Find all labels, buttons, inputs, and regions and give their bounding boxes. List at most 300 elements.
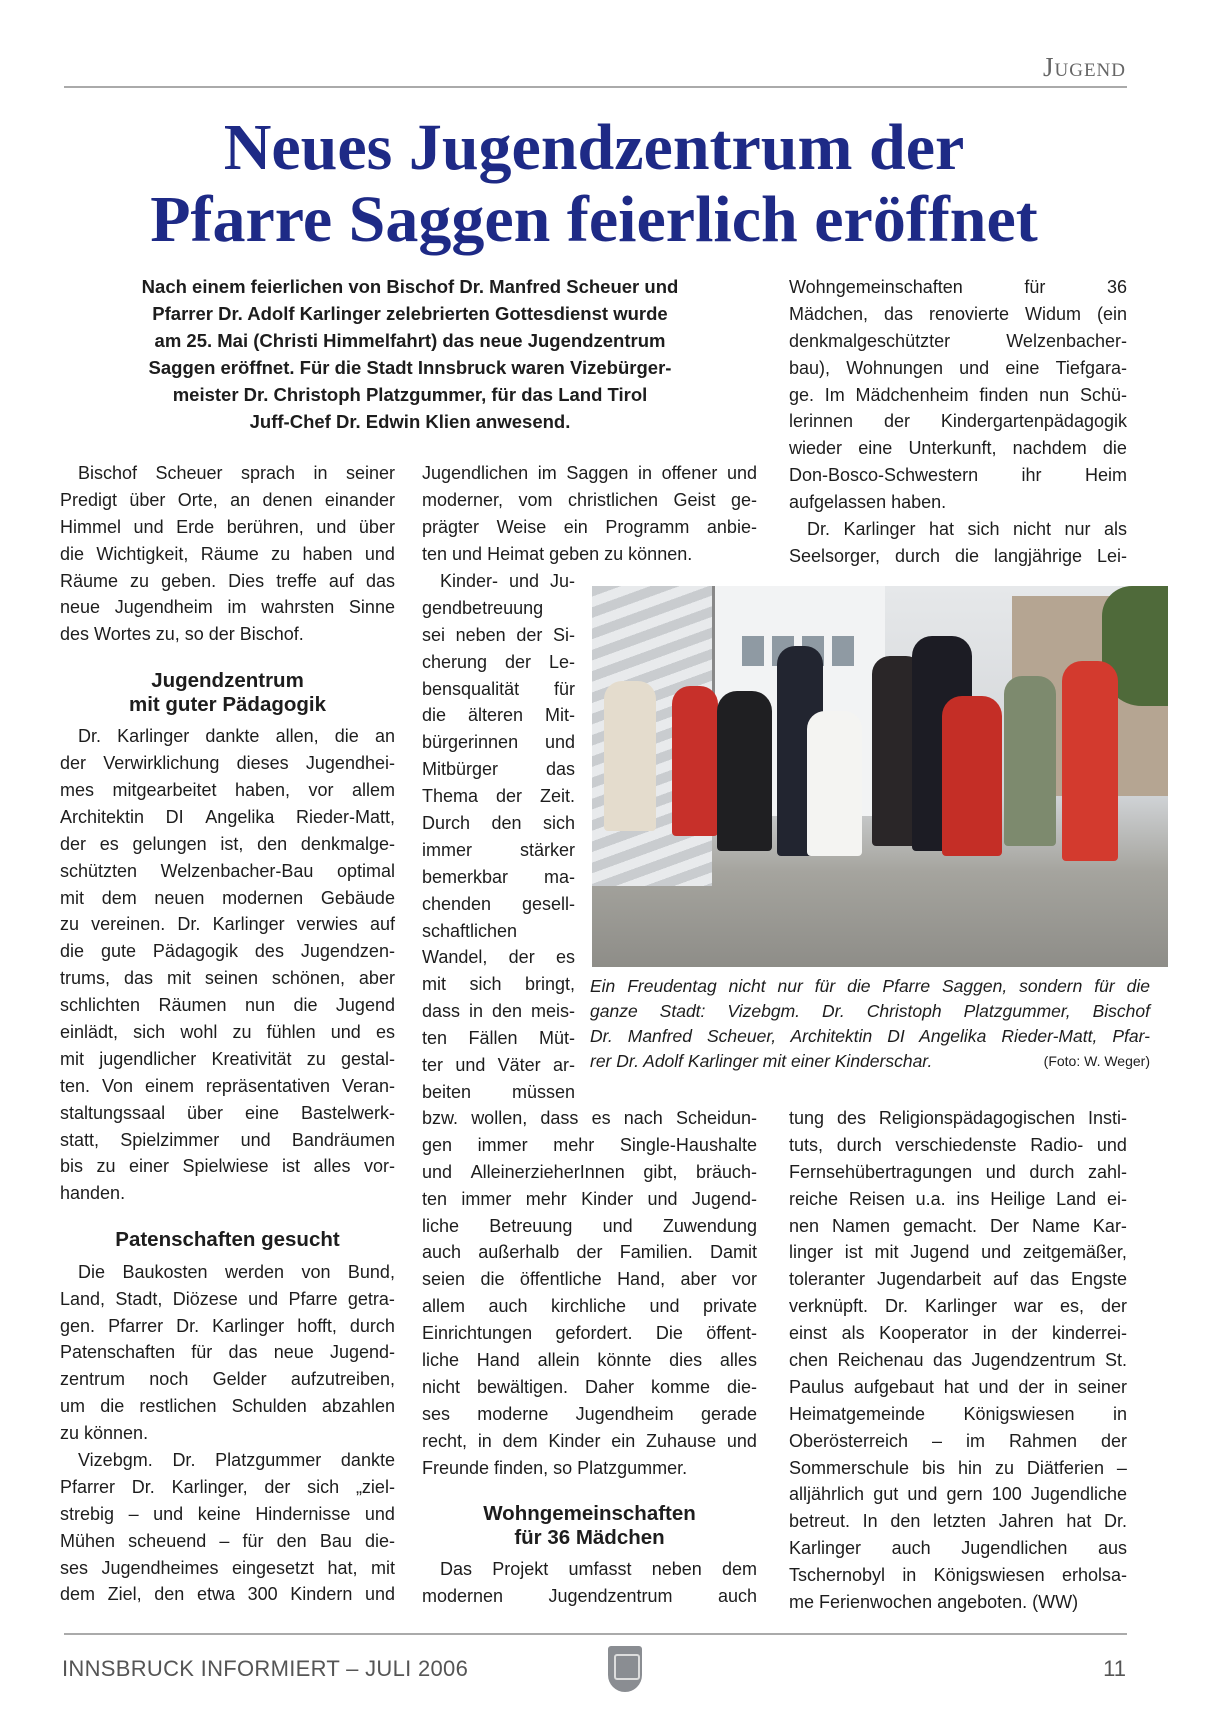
word: Kinder-: [440, 571, 499, 591]
publication-name: INNSBRUCK INFORMIERT – JULI 2006: [62, 1656, 469, 1681]
word: Erde: [176, 516, 215, 537]
word: angeboten.: [937, 1592, 1028, 1613]
word: trums,: [60, 968, 111, 989]
word: Le-: [548, 651, 575, 672]
word: in: [1054, 1376, 1069, 1397]
word: Bastelwerk-: [300, 1102, 395, 1123]
word: alljährlich: [789, 1484, 865, 1505]
word: Jugendliche: [1030, 1484, 1127, 1505]
text-line: [789, 1239, 1127, 1266]
word: der: [1011, 1323, 1038, 1344]
word: gen.: [60, 1315, 96, 1336]
word: ten: [422, 543, 448, 564]
word: wohl: [180, 1022, 218, 1043]
word: Betreuung: [489, 1215, 573, 1236]
word: es: [555, 947, 575, 968]
word: Weise: [496, 516, 547, 537]
word: keine: [197, 1503, 241, 1524]
word: und: [649, 1296, 680, 1317]
word: Pfarrer: [108, 1315, 164, 1336]
word: Mit-: [544, 705, 575, 726]
word: reiche: [789, 1188, 839, 1209]
word: Jugendlichen: [961, 1538, 1068, 1559]
word: bemerkbar: [422, 866, 509, 887]
word: gemacht.: [902, 1215, 978, 1236]
word: christlichen: [567, 489, 659, 510]
word: könnte: [597, 1350, 652, 1371]
word: und: [985, 1161, 1016, 1182]
word: auch: [717, 1586, 757, 1607]
word: eine: [244, 1102, 280, 1123]
word: tuts,: [789, 1134, 824, 1155]
word: Projekt: [492, 1559, 549, 1580]
text-line: [60, 723, 395, 750]
text-line: [789, 382, 1127, 409]
word: den: [154, 1584, 185, 1605]
word: hat: [1066, 1511, 1092, 1532]
word: Väter: [497, 1055, 541, 1076]
word: und: [248, 1288, 279, 1309]
paragraph: [60, 723, 395, 1207]
text-line: [422, 864, 575, 891]
word: Heimat: [487, 543, 545, 564]
word: über: [129, 489, 166, 510]
word: und: [316, 516, 347, 537]
word: gern: [946, 1484, 983, 1505]
paragraph: [60, 1447, 395, 1608]
paragraph: [422, 460, 757, 568]
word: außerhalb: [478, 1242, 560, 1263]
word: ten.: [60, 1075, 91, 1096]
subheading-line: Wohngemeinschaften: [483, 1502, 696, 1526]
word: das: [365, 570, 395, 591]
word: zu: [306, 1048, 326, 1069]
word: allen,: [275, 726, 319, 747]
word: Zuhause: [646, 1430, 717, 1451]
word: Dr.: [807, 519, 831, 540]
text-line: [422, 1213, 757, 1240]
text-line: [60, 621, 395, 648]
word: neben: [651, 1559, 702, 1580]
word: chen: [789, 1350, 829, 1371]
word: Karlinger,: [171, 1476, 248, 1497]
word: Schü-: [1079, 384, 1127, 405]
word: auf: [369, 914, 395, 935]
text-line: [60, 1180, 395, 1207]
word: dass: [422, 1001, 461, 1022]
word: Platzgummer.: [577, 1457, 688, 1478]
word: berühren,: [226, 516, 304, 537]
word: zentrum: [60, 1369, 126, 1390]
text-line: [60, 1127, 395, 1154]
word: Land,: [60, 1288, 106, 1309]
text-line: [422, 1347, 757, 1374]
word: Verwirklichung: [103, 753, 220, 774]
word: und: [364, 1503, 395, 1524]
article-title: [0, 112, 1188, 256]
text-line: [422, 1239, 757, 1266]
text-line: [422, 891, 575, 918]
word: mitgearbeitet: [112, 780, 217, 801]
subheading: [422, 1502, 757, 1549]
word: Sommerschule: [789, 1457, 910, 1478]
word: Daher: [585, 1376, 635, 1397]
word: für: [242, 1530, 264, 1551]
word: Geist: [673, 489, 716, 510]
text-line: [422, 1293, 757, 1320]
word: Freunde: [422, 1457, 490, 1478]
text-line: [422, 460, 757, 487]
word: Königswiesen: [933, 1565, 1045, 1586]
word: liche: [422, 1215, 460, 1236]
word: Jugend-: [329, 1342, 395, 1363]
word: Ziel,: [107, 1584, 142, 1605]
word: tung: [789, 1108, 825, 1128]
word: als: [1103, 519, 1127, 540]
word: in: [469, 1001, 484, 1022]
word: und: [455, 1055, 486, 1076]
group-photo: [592, 586, 1168, 967]
text-line: [60, 1528, 395, 1555]
word: Scheidun-: [675, 1108, 757, 1128]
word: müssen: [511, 1081, 575, 1102]
word: restlichen: [139, 1396, 217, 1417]
word: allem: [422, 1296, 466, 1317]
word: (ein: [1096, 303, 1127, 324]
word: Jugendarbeit: [876, 1269, 982, 1290]
word: Bischof: [78, 463, 138, 483]
photo-child: [1062, 661, 1118, 861]
text-line: [789, 489, 1127, 516]
word: Räumen: [158, 995, 227, 1016]
word: ses: [60, 1557, 89, 1578]
text-line: [60, 938, 395, 965]
word: auch: [891, 1538, 931, 1559]
text-line: [789, 1186, 1127, 1213]
text-line: [60, 1073, 395, 1100]
word: dem: [60, 1584, 96, 1605]
text-line: [422, 756, 575, 783]
word: Sinne: [348, 597, 395, 618]
word: linger: [789, 1242, 834, 1263]
word: der: [576, 1242, 603, 1263]
word: verschiedenste: [895, 1134, 1017, 1155]
photo-child: [1004, 676, 1056, 846]
word: ge.: [789, 384, 815, 405]
word: einem: [144, 1075, 194, 1096]
word: den: [890, 1511, 921, 1532]
word: Rieder-Matt,: [295, 806, 395, 827]
word: Räume: [200, 543, 259, 564]
word: auf: [328, 570, 354, 591]
word: mit: [166, 968, 191, 989]
text-line: [422, 998, 575, 1025]
word: –: [128, 1503, 139, 1524]
word: modernen: [422, 1586, 504, 1607]
word: geben.: [161, 570, 217, 591]
text-line: [789, 516, 1127, 543]
subheading: [60, 1228, 395, 1252]
word: einlädt,: [60, 1022, 119, 1043]
word: Königswiesen: [963, 1403, 1075, 1424]
word: in: [637, 463, 652, 483]
word: Dr.: [1103, 1511, 1127, 1532]
word: –: [1116, 1457, 1127, 1478]
word: bringt,: [524, 974, 575, 995]
word: Hand: [476, 1350, 520, 1371]
word: Vizebgm.: [78, 1450, 153, 1470]
word: Jugend: [335, 995, 395, 1016]
word: die-: [364, 1530, 395, 1551]
text-line: [422, 1455, 757, 1482]
word: vor-: [363, 1156, 395, 1177]
text-line: [422, 1132, 757, 1159]
word: „ziel-: [355, 1476, 395, 1497]
word: sich: [967, 519, 1000, 540]
word: dankte: [205, 726, 260, 747]
word: des: [60, 624, 90, 645]
word: auch: [488, 1296, 528, 1317]
word: und: [602, 1215, 633, 1236]
word: finden: [979, 384, 1029, 405]
word: mehr: [525, 1188, 567, 1209]
word: dem: [721, 1559, 757, 1580]
word: vereinen.: [91, 914, 166, 935]
word: hat: [929, 519, 955, 540]
word: Durch: [422, 813, 471, 834]
text-line: [422, 1428, 757, 1455]
word: geben: [549, 543, 600, 564]
text-line: [789, 462, 1127, 489]
text-line: [789, 1159, 1127, 1186]
word: Die: [78, 1261, 106, 1282]
column-3-bottom: [789, 1105, 1127, 1616]
word: Jugendheimes: [101, 1557, 219, 1578]
word: die: [422, 705, 447, 726]
word: in: [982, 1323, 997, 1344]
word: der: [1100, 1430, 1127, 1451]
photo-child: [672, 686, 718, 836]
word: Spielwiese: [182, 1156, 269, 1177]
text-line: [60, 992, 395, 1019]
word: im: [537, 463, 557, 483]
text-line: [60, 514, 395, 541]
word: Räume: [60, 570, 119, 591]
word: letzten: [932, 1511, 987, 1532]
word: öffentliche: [519, 1269, 602, 1290]
word: aus: [1097, 1538, 1127, 1559]
word: neuen: [154, 887, 205, 908]
word: Reisen: [848, 1188, 905, 1209]
word: ten: [422, 1188, 448, 1209]
text-line: [789, 1428, 1127, 1455]
word: einander: [324, 489, 395, 510]
word: und: [544, 732, 575, 753]
word: der: [883, 411, 910, 432]
subheading-line: Jugendzentrum: [151, 669, 304, 693]
word: gibt,: [643, 1161, 678, 1182]
word: die: [334, 726, 359, 747]
text-line: [422, 1266, 757, 1293]
text-line: [422, 487, 757, 514]
word: Tschernobyl: [789, 1565, 886, 1586]
word: Jugend-: [691, 1188, 757, 1209]
word: Patenschaften: [60, 1342, 176, 1363]
word: Radio-: [1030, 1134, 1084, 1155]
word: Das: [440, 1559, 473, 1580]
photo-child: [807, 711, 862, 856]
word: haben: [302, 543, 353, 564]
paragraph: [422, 568, 575, 1106]
word: repräsentativen: [205, 1075, 330, 1096]
word: wollen,: [471, 1108, 528, 1128]
text-line: [789, 355, 1127, 382]
word: Kindergartenpädagogik: [940, 411, 1127, 432]
word: auch: [422, 1242, 462, 1263]
word: ma-: [544, 866, 575, 887]
word: um: [60, 1396, 86, 1417]
word: seiner: [345, 463, 395, 483]
word: Dies: [228, 570, 265, 591]
word: betreut.: [789, 1511, 851, 1532]
word: umfasst: [568, 1559, 632, 1580]
text-line: [422, 1401, 757, 1428]
word: gefordert.: [555, 1323, 633, 1344]
word: Wichtigkeit,: [96, 543, 189, 564]
word: der: [1018, 1376, 1045, 1397]
word: können.: [628, 543, 693, 564]
word: ist,: [220, 833, 244, 854]
word: recht,: [422, 1430, 468, 1451]
word: die: [100, 1396, 125, 1417]
column-1: [60, 460, 395, 1608]
word: Scheuer: [155, 463, 223, 483]
text-line: [60, 911, 395, 938]
word: dass: [540, 1108, 579, 1128]
word: immer: [422, 839, 472, 860]
word: Single-Haushalte: [619, 1134, 757, 1155]
word: können.: [84, 1423, 149, 1444]
word: Fällen: [468, 1028, 518, 1049]
text-line: [789, 1320, 1127, 1347]
word: jugendlicher: [99, 1048, 197, 1069]
word: auf: [993, 1269, 1019, 1290]
word: kirchliche: [550, 1296, 626, 1317]
word: Pfarre: [288, 1288, 338, 1309]
text-line: [422, 595, 575, 622]
word: im: [965, 1430, 985, 1451]
word: finden,: [494, 1457, 549, 1478]
word: renovierte: [929, 303, 1010, 324]
word: denkmalge-: [300, 833, 395, 854]
word: ei-: [1106, 1188, 1127, 1209]
word: me: [789, 1592, 815, 1613]
word: Zuwendung: [662, 1215, 757, 1236]
word: Jugendzentrum: [548, 1586, 673, 1607]
word: Thema: [422, 786, 479, 807]
word: –: [932, 1430, 943, 1451]
word: wahrsten: [261, 597, 335, 618]
word: bensqualität: [422, 678, 520, 699]
word: verknüpft.: [789, 1296, 869, 1317]
text-line: [422, 702, 575, 729]
word: Heilige: [990, 1188, 1046, 1209]
word: moderne: [477, 1403, 549, 1424]
text-line: [422, 837, 575, 864]
word: Baukosten: [122, 1261, 208, 1282]
word: Einrichtungen: [422, 1323, 533, 1344]
word: Bischof.: [239, 624, 304, 645]
text-line: [422, 1159, 757, 1186]
word: durch: [349, 1315, 395, 1336]
word: und: [726, 1430, 757, 1451]
word: mehr: [553, 1134, 595, 1155]
word: alles: [719, 1350, 757, 1371]
word: Mitbürger: [422, 759, 499, 780]
word: der: [60, 753, 87, 774]
word: Kindern: [290, 1584, 353, 1605]
word: an: [230, 489, 251, 510]
word: moderner,: [422, 489, 504, 510]
word: Veran-: [341, 1075, 395, 1096]
word: den: [276, 1530, 307, 1551]
word: älteren: [467, 705, 524, 726]
word: das: [932, 1350, 963, 1371]
subheading-line: mit guter Pädagogik: [128, 692, 327, 716]
text-line: [789, 1293, 1127, 1320]
text-line: [60, 965, 395, 992]
word: 300: [247, 1584, 278, 1605]
word: staltungssaal: [60, 1102, 166, 1123]
text-line: [60, 1393, 395, 1420]
text-line: [422, 541, 757, 568]
word: Insti-: [1087, 1108, 1127, 1128]
word: und: [959, 357, 990, 378]
word: neue: [60, 597, 101, 618]
word: St.: [1104, 1350, 1127, 1371]
word: wieder: [789, 438, 843, 459]
word: den: [491, 1001, 523, 1022]
word: es: [99, 833, 119, 854]
text-line: [422, 676, 575, 703]
word: Architektin: [60, 806, 145, 827]
word: Mühen: [60, 1530, 116, 1551]
word: fühlen: [266, 1022, 316, 1043]
title-line: Neues Jugendzentrum der: [223, 111, 965, 184]
word: das: [545, 759, 575, 780]
word: zeitgemäßer,: [1022, 1242, 1127, 1263]
word: cherung: [422, 651, 488, 672]
word: als: [841, 1323, 865, 1344]
word: Land: [1056, 1188, 1097, 1209]
word: denkmalgeschützter: [789, 330, 951, 351]
word: Jugend: [910, 1242, 970, 1263]
lead-line: Saggen eröffnet. Für die Stadt Innsbruck waren Vizebürger-: [148, 356, 672, 378]
caption-line: Ein Freudentag nicht nur für die Pfarre Saggen, sondern für die: [590, 976, 1150, 996]
text-line: [422, 810, 575, 837]
word: öffent-: [706, 1323, 757, 1344]
word: beiten: [422, 1081, 472, 1102]
word: zu: [604, 543, 624, 564]
word: Rahmen: [1008, 1430, 1077, 1451]
word: Fernsehübertragungen: [789, 1161, 973, 1182]
text-line: [60, 594, 395, 621]
word: Hindernisse: [255, 1503, 351, 1524]
text-line: [422, 649, 575, 676]
word: Heim: [1084, 465, 1127, 486]
word: und: [508, 571, 540, 591]
word: Karlinger: [843, 519, 916, 540]
